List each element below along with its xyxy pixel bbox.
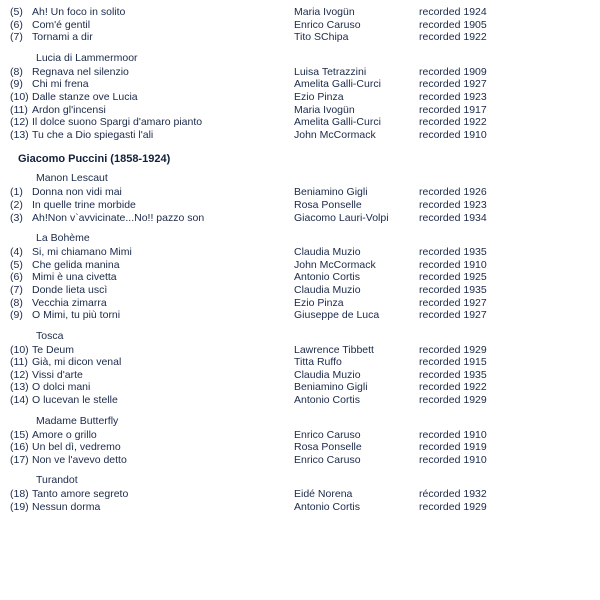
track-row [0,246,600,259]
track-artist: Amelita Galli-Curci [294,78,381,91]
track-recording-year: recorded 1927 [419,296,487,309]
track-number: (3) [10,211,23,224]
track-title: O dolci mani [32,381,91,394]
track-number: (17) [10,453,29,466]
track-recording-year: recorded 1919 [419,441,487,454]
track-number: (11) [10,356,28,369]
track-title: Non ve l'avevo detto [32,453,127,466]
track-number: (19) [10,501,29,514]
track-title: Già, mi dicon venal [32,356,122,369]
track-recording-year: recorded 1905 [419,18,487,31]
track-title: Regnava nel silenzio [32,65,129,78]
track-title: Che gelida manina [32,258,120,271]
track-recording-year: recorded 1910 [419,428,487,441]
track-number: (7) [10,31,23,44]
track-number: (12) [10,116,29,129]
track-row [0,271,600,284]
track-title: Dalle stanze ove Lucia [32,90,138,103]
track-title: Ah!Non v`avvicinate...No!! pazzo son [32,211,205,224]
track-number: (12) [10,368,29,381]
track-recording-year: recorded 1924 [419,6,487,18]
track-artist: Beniamino Gigli [294,381,368,394]
opera-section [0,415,600,467]
track-recording-year: recorded 1926 [419,186,487,199]
track-artist: Enrico Caruso [294,18,361,31]
track-row [0,199,600,212]
track-number: (13) [10,381,29,394]
track-title: Mimi è una civetta [32,271,117,284]
track-recording-year: recorded 1929 [419,501,487,514]
opera-title: Tosca [36,329,64,342]
opera-section [0,330,600,407]
track-recording-year: recorded 1925 [419,271,487,284]
track-artist: Enrico Caruso [294,453,361,466]
track-title: Com'é gentil [32,18,91,31]
track-artist: Eidé Norena [294,488,353,501]
track-title: Chi mi frena [32,78,89,91]
track-title: Amore o grillo [32,428,97,441]
track-artist: Claudia Muzio [294,368,361,381]
opera-section [0,232,600,322]
track-recording-year: recorded 1929 [419,394,487,407]
track-row [0,369,600,382]
track-artist: Antonio Cortis [294,394,360,407]
track-recording-year: recorded 1923 [419,198,487,211]
opera-title: Manon Lescaut [36,172,108,185]
opera-section [0,6,600,44]
track-title: Un bel dì, vedremo [32,441,121,454]
track-title: Tornami a dir [32,31,93,44]
track-number: (5) [10,258,23,271]
track-row [0,91,600,104]
track-artist: Enrico Caruso [294,428,361,441]
track-recording-year: recorded 1929 [419,343,487,356]
track-artist: John McCormack [294,128,376,141]
track-artist: Claudia Muzio [294,283,361,296]
track-artist: Titta Ruffo [294,356,342,369]
track-row [0,6,600,19]
track-artist: Ezio Pinza [294,90,344,103]
track-row [0,381,600,394]
track-number: (10) [10,90,29,103]
track-title: Te Deum [32,343,75,356]
track-row [0,104,600,117]
track-recording-year: recorded 1927 [419,78,487,91]
track-number: (4) [10,246,23,259]
track-artist: Claudia Muzio [294,246,361,259]
track-recording-year: recorded 1922 [419,116,487,129]
track-recording-year: recorded 1934 [419,211,487,224]
track-number: (18) [10,488,29,501]
track-recording-year: recorded 1935 [419,246,487,259]
track-number: (11) [10,103,28,116]
track-row [0,297,600,310]
track-title: Vecchia zimarra [32,296,107,309]
track-recording-year: recorded 1909 [419,65,487,78]
track-row [0,186,600,199]
track-recording-year: recorded 1910 [419,453,487,466]
track-row [0,212,600,225]
track-recording-year: recorded 1922 [419,381,487,394]
track-number: (5) [10,6,23,18]
track-title: Nessun dorma [32,501,101,514]
composer-heading: Giacomo Puccini (1858-1924) [18,153,171,166]
opera-title: Lucia di Lammermoor [36,51,138,64]
track-recording-year: récorded 1932 [419,488,487,501]
track-artist: John McCormack [294,258,376,271]
track-number: (8) [10,65,23,78]
track-number: (9) [10,309,23,322]
track-title: Si, mi chiamano Mimi [32,246,132,259]
track-number: (8) [10,296,23,309]
track-recording-year: recorded 1917 [419,103,487,116]
track-artist: Maria Ivogün [294,6,355,18]
track-title: O lucevan le stelle [32,394,118,407]
track-recording-year: recorded 1935 [419,283,487,296]
track-row [0,429,600,442]
track-number: (6) [10,18,23,31]
track-title: Donna non vidi mai [32,186,122,199]
track-number: (15) [10,428,29,441]
track-row [0,441,600,454]
track-artist: Antonio Cortis [294,501,360,514]
track-artist: Rosa Ponselle [294,198,362,211]
track-artist: Antonio Cortis [294,271,360,284]
track-row [0,356,600,369]
track-listing [0,6,600,514]
opera-section [0,172,600,224]
track-number: (6) [10,271,23,284]
track-artist: Luisa Tetrazzini [294,65,367,78]
track-title: Donde lieta uscì [32,283,108,296]
track-row [0,259,600,272]
track-row [0,19,600,32]
track-recording-year: recorded 1927 [419,309,487,322]
track-number: (13) [10,128,29,141]
track-title: Tu che a Dio spiegasti l'ali [32,128,154,141]
track-row [0,394,600,407]
track-title: O Mimi, tu più torni [32,309,121,322]
track-number: (10) [10,343,29,356]
track-recording-year: recorded 1910 [419,258,487,271]
track-artist: Rosa Ponselle [294,441,362,454]
track-title: In quelle trine morbide [32,198,136,211]
track-row [0,129,600,142]
track-number: (1) [10,186,23,199]
track-recording-year: recorded 1935 [419,368,487,381]
track-artist: Beniamino Gigli [294,186,368,199]
track-number: (14) [10,394,29,407]
track-artist: Giuseppe de Luca [294,309,380,322]
opera-title: Madame Butterfly [36,414,119,427]
track-recording-year: recorded 1910 [419,128,487,141]
track-recording-year: recorded 1915 [419,356,487,369]
track-number: (9) [10,78,23,91]
track-row [0,501,600,514]
track-row [0,284,600,297]
opera-title: La Bohème [36,232,90,245]
track-artist: Amelita Galli-Curci [294,116,381,129]
opera-section [0,52,600,142]
track-artist: Lawrence Tibbett [294,343,374,356]
track-number: (7) [10,283,23,296]
track-row [0,31,600,44]
track-row [0,66,600,79]
track-row [0,454,600,467]
track-row [0,116,600,129]
track-title: Ah! Un foco in solito [32,6,126,18]
track-row [0,344,600,357]
track-title: Ardon gl'incensi [32,103,106,116]
track-row [0,78,600,91]
track-title: Tanto amore segreto [32,488,129,501]
track-row [0,488,600,501]
track-recording-year: recorded 1923 [419,90,487,103]
track-title: Vissi d'arte [32,368,83,381]
track-artist: Ezio Pinza [294,296,344,309]
track-row [0,309,600,322]
track-number: (16) [10,441,29,454]
track-number: (2) [10,198,23,211]
track-artist: Giacomo Lauri-Volpi [294,211,389,224]
track-artist: Tito SChipa [294,31,349,44]
track-artist: Maria Ivogün [294,103,355,116]
track-recording-year: recorded 1922 [419,31,487,44]
opera-title: Turandot [36,474,78,487]
track-title: Il dolce suono Spargi d'amaro pianto [32,116,203,129]
opera-section [0,474,600,513]
